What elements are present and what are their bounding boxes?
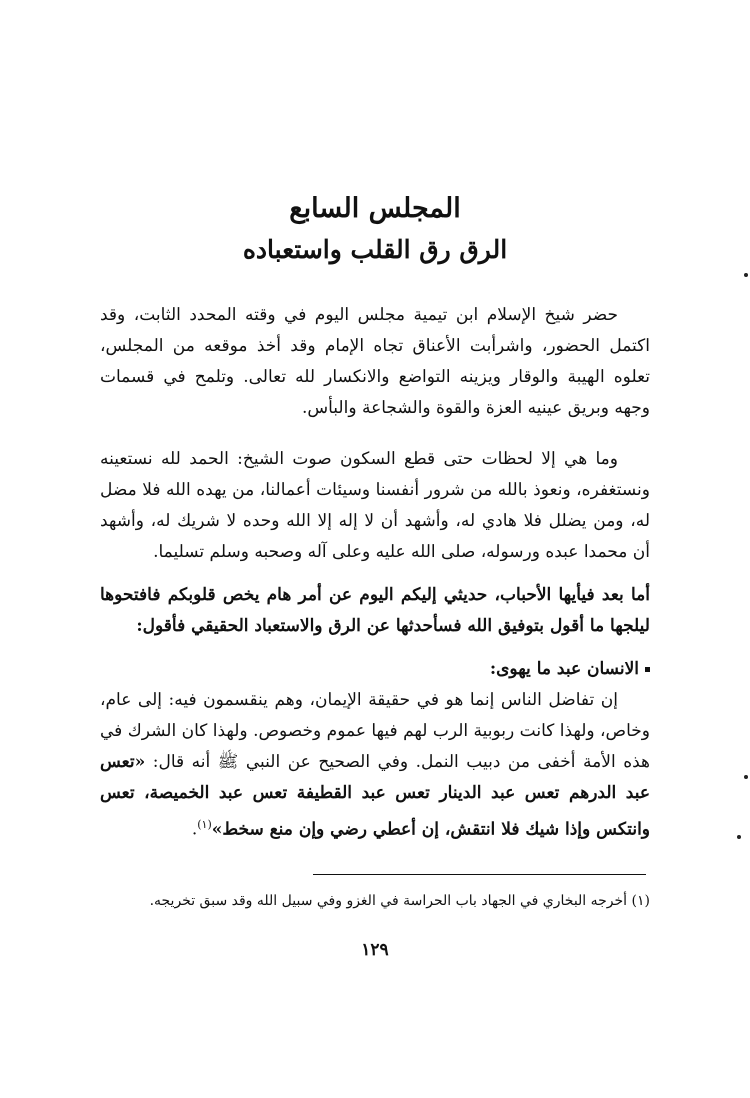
- scan-mark: [744, 273, 748, 277]
- section-text-end: .: [191, 819, 198, 840]
- chapter-subtitle: الرق رق القلب واستعباده: [242, 235, 508, 264]
- section-heading: [100, 654, 650, 685]
- chapter-header: [0, 188, 750, 270]
- hadith-quote: «تعس عبد الدرهم تعس عبد الدينار تعس عبد القطيفة تعس عبد الخميصة، تعس وانتكس وإذا شيك فلا انتقش، إن أعطي رضي وإن منع سخط»: [100, 752, 650, 840]
- footnote-divider: [313, 874, 646, 875]
- section-heading-text: الانسان عبد ما يهوى:: [489, 659, 639, 679]
- paragraph-gap: [100, 424, 650, 444]
- page-number: ١٢٩: [361, 940, 389, 960]
- paragraph-khutbah: وما هي إلا لحظات حتى قطع السكون صوت الشيخ: الحمد لله نستعينه ونستغفره، ونعوذ بالله من شرور أنفسنا وسيئات أعمالنا، من يهده الله فلا مضل له، ومن يضلل فلا هادي له، وأشهد أن لا إله إلا الله وحده لا شريك له، وأشهد أن محمدا عبده ورسوله، صلى الله عليه وعلى آله وصحبه وسلم تسليما.: [100, 449, 650, 562]
- section-text: إن تفاضل الناس إنما هو في حقيقة الإيمان، وهم ينقسمون فيه: إلى عام، وخاص، ولهذا كانت ربوبية الرب لهم فيها عموم وخصوص. ولهذا كان الشرك في هذه الأمة أخفى من دبيب النمل. وفي الصحيح عن النبي ﷺ أنه قال:: [100, 690, 650, 772]
- paragraph-opening: حضر شيخ الإسلام ابن تيمية مجلس اليوم في وقته المحدد الثابت، وقد اكتمل الحضور، واشرأبت الأعناق تجاه الإمام وقد أخذ موقعه من المجلس، تعلوه الهيبة والوقار ويزينه التواضع والانكسار لله تعالى. وتلمح في قسمات وجهه وبريق عينيه العزة والقوة والشجاعة والبأس.: [100, 305, 650, 418]
- chapter-title: المجلس السابع: [289, 193, 461, 224]
- paragraph-gap: [100, 642, 650, 654]
- scan-mark: [737, 835, 741, 839]
- paragraph-gap: [100, 568, 650, 580]
- paragraph-intro: أما بعد فيأيها الأحباب، حديثي إليكم اليوم عن أمر هام يخص قلوبكم فافتحوها ليلجها ما أقول بتوفيق الله فسأحدثها عن الرق والاستعباد الحقيقي فأقول:: [100, 585, 650, 636]
- bullet-icon: [645, 667, 650, 672]
- scan-mark: [744, 775, 748, 779]
- footnote-reference: (١): [197, 818, 212, 831]
- body-text: [100, 300, 650, 846]
- paragraph-section-body: [100, 685, 650, 846]
- footnote: (١) أخرجه البخاري في الجهاد باب الحراسة في الغزو وفي سبيل الله وقد سبق تخريجه.: [149, 893, 650, 909]
